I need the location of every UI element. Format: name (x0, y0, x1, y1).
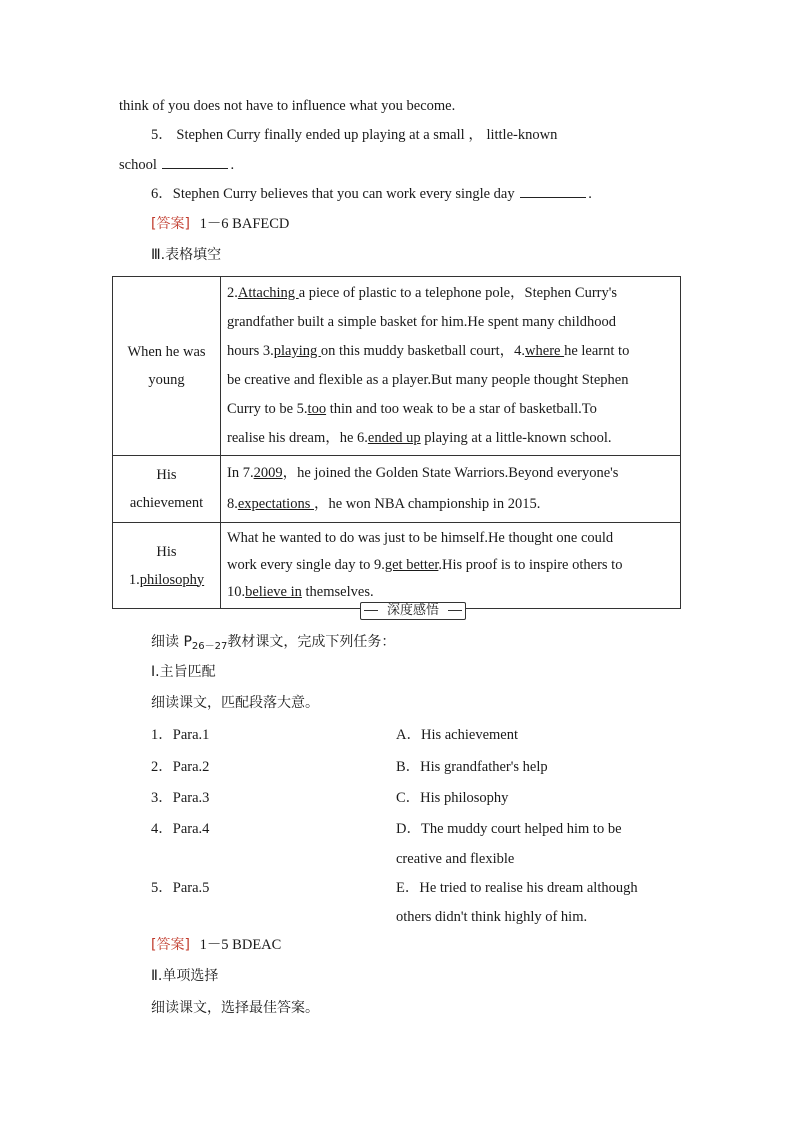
answer-text: 1－5 BDEAC (199, 937, 282, 953)
body-line: Curry to be 5.too thin and too weak to be a star of basketball.To (227, 401, 597, 417)
row-header-line: His (156, 543, 177, 560)
answer-tag: [答案] (151, 937, 190, 953)
answer-line-2 (151, 935, 281, 955)
row-header (113, 277, 221, 456)
body-line: 8.expectations ，he won NBA championship in 2015. (227, 496, 541, 512)
section-instruction: 细读课文，匹配段落大意。 (151, 695, 319, 711)
row-body (221, 277, 681, 456)
row-header-line: 1.philosophy (128, 571, 205, 588)
option-item: E．He tried to realise his dream although (396, 880, 638, 896)
body-line: work every single day to 9.get better.His proof is to inspire others to (227, 557, 623, 573)
option-item: B．His grandfather's help (396, 759, 548, 775)
question-5-cont: school . (119, 157, 235, 173)
option-item: A．His achievement (396, 727, 519, 743)
row-body (221, 456, 681, 523)
body-line: hours 3.playing on this muddy basketball court，4.where he learnt to (227, 343, 630, 359)
option-item-cont: others didn't think highly of him. (396, 909, 588, 925)
question-5: 5． Stephen Curry finally ended up playing at a small ， little-known (151, 127, 558, 143)
body-line: realise his dream，he 6.ended up playing at a little-known school. (227, 430, 612, 446)
filled-answer: 2009 (253, 465, 283, 481)
body-line: What he wanted to do was just to be himself.He thought one could (227, 530, 614, 546)
filled-answer: philosophy (139, 571, 205, 588)
row-header-line: young (148, 372, 185, 388)
body-line: In 7.2009，he joined the Golden State Warriors.Beyond everyone's (227, 465, 619, 481)
answer-text: 1－6 BAFECD (199, 216, 290, 232)
section-badge (360, 602, 466, 620)
row-header-line: His (156, 467, 177, 483)
question-6: 6．Stephen Curry believes that you can work every single day . (151, 186, 592, 202)
filled-answer: where (525, 343, 565, 359)
list-item: 5．Para.5 (151, 880, 210, 896)
fill-in-table (112, 276, 681, 609)
row-header-line: achievement (129, 495, 204, 511)
section-heading-2: Ⅱ.单项选择 (151, 968, 219, 984)
row-header-line: When he was (127, 344, 206, 360)
answer-tag: [答案] (151, 216, 190, 232)
row-body (221, 523, 681, 609)
row-header (113, 456, 221, 523)
passage-line: think of you does not have to influence what you become. (119, 98, 456, 114)
filled-answer: too (307, 401, 327, 417)
filled-answer: ended up (367, 430, 421, 446)
section-instruction: 细读课文，选择最佳答案。 (151, 1000, 319, 1016)
answer-line-1 (151, 214, 289, 234)
option-item-cont: creative and flexible (396, 851, 515, 867)
row-header (113, 523, 221, 609)
question-5-tail: school (119, 157, 157, 173)
body-line: be creative and flexible as a player.But many people thought Stephen (227, 372, 629, 388)
filled-answer: playing (273, 343, 321, 359)
answer-blank (520, 184, 586, 198)
section-heading-3: Ⅲ.表格填空 (151, 247, 222, 263)
section-badge-label: 深度感悟 (386, 603, 439, 618)
filled-answer: expectations (237, 496, 314, 512)
table-row (113, 523, 681, 609)
list-item: 3．Para.3 (151, 790, 210, 806)
list-item: 1．Para.1 (151, 727, 210, 743)
filled-answer: get better (384, 557, 439, 573)
filled-answer: believe in (245, 584, 302, 600)
list-item: 2．Para.2 (151, 759, 210, 775)
body-line: grandfather built a simple basket for him.He spent many childhood (227, 314, 616, 330)
question-6-text: 6．Stephen Curry believes that you can work every single day (151, 186, 515, 202)
list-item: 4．Para.4 (151, 821, 210, 837)
option-item: C．His philosophy (396, 790, 509, 806)
section-heading-1: Ⅰ.主旨匹配 (151, 664, 216, 680)
body-line: 10.believe in themselves. (227, 584, 374, 600)
option-item: D．The muddy court helped him to be (396, 821, 622, 837)
table-row (113, 277, 681, 456)
task-instruction: 细读 $P_{26-27}$教材课文，完成下列任务： (151, 634, 396, 652)
answer-blank (162, 155, 228, 169)
body-line: 2.Attaching a piece of plastic to a telephone pole，Stephen Curry's (227, 285, 617, 301)
filled-answer: Attaching (237, 285, 299, 301)
table-row (113, 456, 681, 523)
